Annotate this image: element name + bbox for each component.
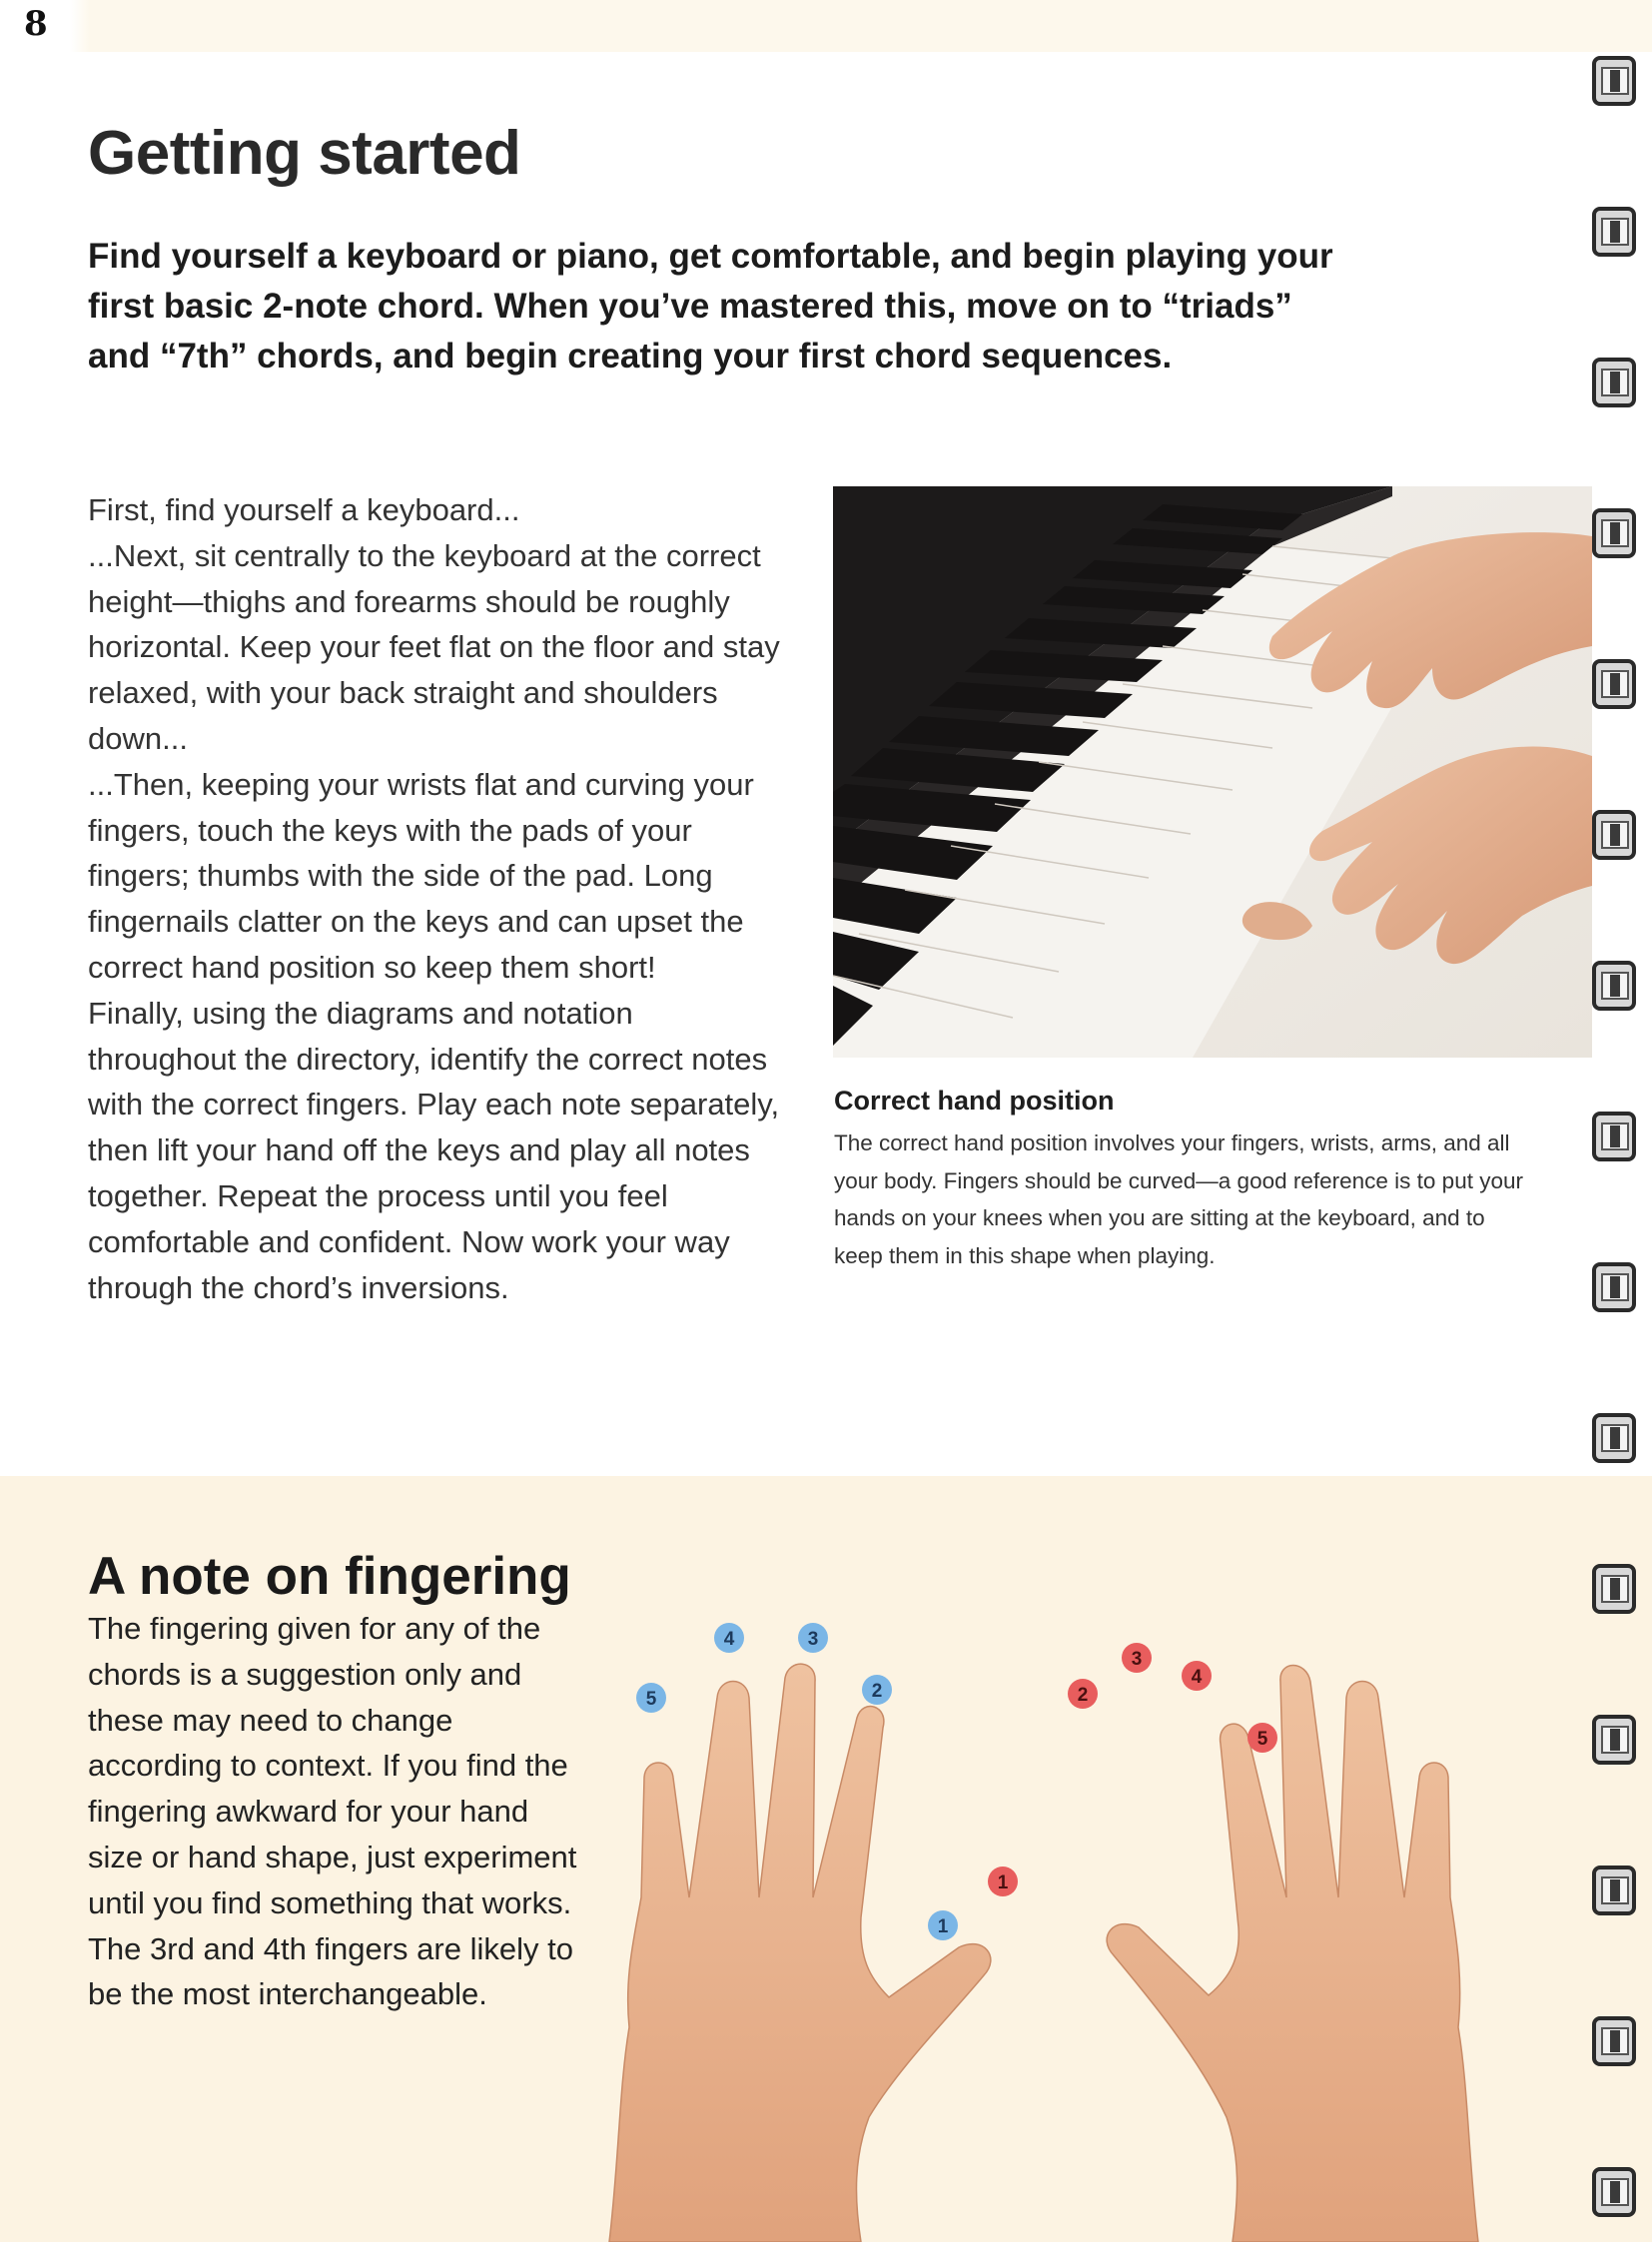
binding-ring — [1594, 1415, 1634, 1461]
left-hand — [609, 1664, 991, 2242]
binding-ring — [1594, 963, 1634, 1009]
svg-text:1: 1 — [997, 1872, 1009, 1893]
body-paragraph: Finally, using the diagrams and notation throughout the directory, identify the correct notes with the correct fingers. Play each note separately, then lift your hand off the keys and play all notes together. Repeat the process until you feel comfortable and confident. Now work your way through the chord’s inversions. — [88, 995, 780, 1305]
binding-ring — [1594, 2169, 1634, 2215]
binding-ring — [1594, 661, 1634, 707]
left-finger-number — [636, 1683, 666, 1713]
page-number: 8 — [24, 4, 48, 44]
piano-keyboard-illustration — [833, 486, 1592, 1058]
right-finger-number — [1247, 1723, 1277, 1753]
binding-ring — [1594, 1717, 1634, 1763]
hand-position-photo — [833, 486, 1592, 1058]
svg-text:4: 4 — [1191, 1667, 1203, 1688]
right-finger-number — [1068, 1679, 1098, 1709]
spiral-binding — [1588, 0, 1652, 2242]
binding-ring — [1594, 1114, 1634, 1159]
intro-paragraph: Find yourself a keyboard or piano, get comfortable, and begin playing your first basic 2-note chord. When you’ve mastered this, move on to “triads” and “7th” chords, and begin creating your first chord sequences. — [88, 237, 1333, 375]
right-finger-number — [988, 1867, 1018, 1896]
binding-ring — [1594, 360, 1634, 405]
binding-ring — [1594, 209, 1634, 255]
binding-ring — [1594, 58, 1634, 104]
page-title: Getting started — [88, 119, 521, 188]
caption-title: Correct hand position — [834, 1086, 1115, 1116]
svg-text:3: 3 — [1131, 1649, 1143, 1670]
right-hand — [1107, 1666, 1478, 2242]
left-finger-number — [862, 1675, 892, 1705]
svg-text:2: 2 — [871, 1681, 883, 1702]
svg-text:2: 2 — [1077, 1685, 1089, 1706]
body-text — [88, 487, 787, 1310]
binding-ring — [1594, 1264, 1634, 1310]
right-finger-number — [1182, 1661, 1212, 1691]
svg-text:3: 3 — [807, 1629, 819, 1650]
body-paragraph: First, find yourself a keyboard... — [88, 492, 520, 527]
binding-ring — [1594, 1868, 1634, 1913]
fingering-title: A note on fingering — [88, 1547, 571, 1606]
hands-fingering-diagram — [599, 1598, 1598, 2242]
binding-ring — [1594, 1566, 1634, 1612]
fingering-text: The fingering given for any of the chords is a suggestion only and these may need to change according to context. If you find the fingering awkward for your hand size or hand shape, just experiment until you find something that works. The 3rd and 4th fingers are likely to be the most interchangeable. — [88, 1611, 577, 2012]
caption-text: The correct hand position involves your fingers, wrists, arms, and all your body. Fingers should be curved—a good reference is to put your hands on your knees when you are sitting at the keyboard, and to keep them in this shape when playing. — [834, 1130, 1523, 1268]
binding-ring — [1594, 510, 1634, 556]
svg-text:5: 5 — [1256, 1729, 1268, 1750]
svg-text:1: 1 — [937, 1916, 949, 1937]
svg-text:5: 5 — [645, 1689, 657, 1710]
left-finger-number — [928, 1910, 958, 1940]
left-finger-number — [714, 1623, 744, 1653]
svg-text:4: 4 — [723, 1629, 735, 1650]
binding-ring — [1594, 2018, 1634, 2064]
body-paragraph: ...Then, keeping your wrists flat and curving your fingers, touch the keys with the pads of your fingers; thumbs with the side of the pad. Long fingernails clatter on the keys and can upset the correct hand position so keep them short! — [88, 766, 754, 985]
right-finger-number — [1122, 1643, 1152, 1673]
top-band — [0, 0, 1652, 52]
body-paragraph: ...Next, sit centrally to the keyboard at the correct height—thighs and forearms should be roughly horizontal. Keep your feet flat on the floor and stay relaxed, with your back straight and shoulders down... — [88, 537, 780, 756]
left-finger-number — [798, 1623, 828, 1653]
binding-ring — [1594, 812, 1634, 858]
